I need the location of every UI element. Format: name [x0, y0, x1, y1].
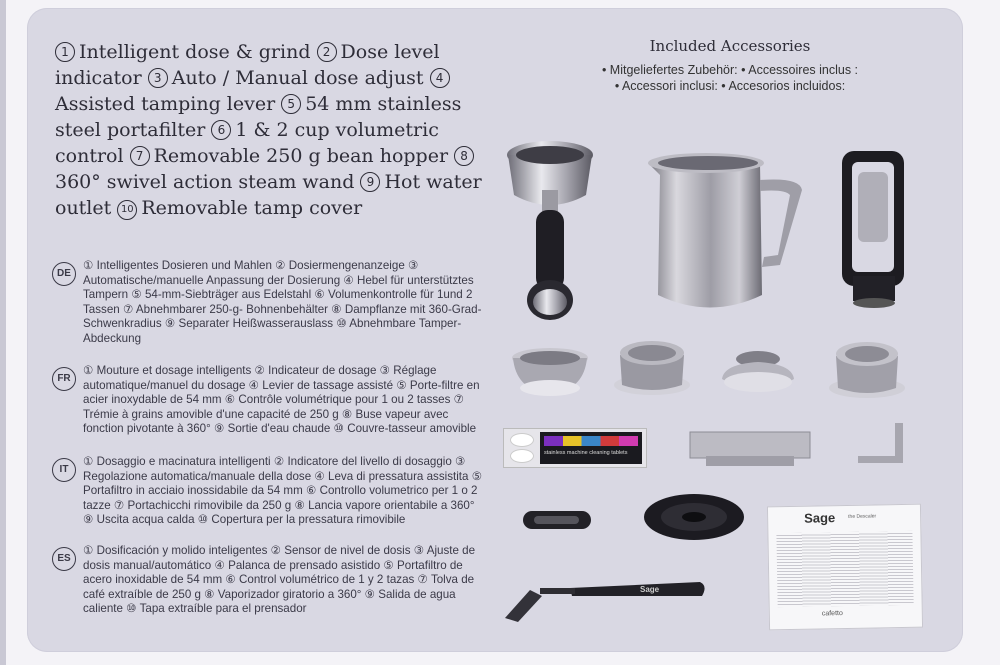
filter-basket-1-image [508, 340, 593, 400]
feature-item [130, 145, 454, 167]
feature-number: 9 [360, 172, 380, 192]
features-list [55, 39, 495, 221]
steel-plate-image [688, 430, 813, 470]
lang-text-fr: ① Mouture et dosage intelligents ② Indicateur de dosage ③ Réglage automatique/manuel du dosage ④ Levier de tassage assisté ⑤ Porte-filtre en acier inoxydable de 54 mm ⑥ Contrôle volumétrique pour 1 ou 2 tasses ⑦ Trémie à grains amovible d'une capacité de 250 g ⑧ Buse vapeur avec fonction pivotante à 360° ⑨ Sortie d'eau chaude ⑩ Couvre-tasseur amovible [83, 364, 480, 436]
tablet-icon [510, 433, 534, 447]
black-clip-image [520, 505, 595, 535]
feature-text: Hot water outlet [55, 171, 482, 219]
brush-brand-text: Sage [640, 585, 660, 594]
accessories-title: Included Accessories [649, 37, 811, 55]
feature-number: 6 [211, 120, 231, 140]
descaler-packet [767, 504, 923, 631]
cleaning-brush-image [500, 570, 710, 625]
feature-text: Auto / Manual dose adjust [171, 67, 430, 89]
feature-number: 7 [130, 146, 150, 166]
feature-number: 2 [317, 42, 337, 62]
lang-text-de: ① Intelligentes Dosieren und Mahlen ② Dosiermengenanzeige ③ Automatische/manuelle Anpassung der Dosierung ④ Hebel für unterstütztes Tampern ⑤ 54-mm-Siebträger aus Edelstahl ⑥ Volumenkontrolle für 1und 2 Tassen ⑦ Abnehmbarer 250-g- Bohnenbehälter ⑧ Dampflanze mit 360-Grad-Schwenkradius ⑨ Separater Heißwasserauslass ⑩ Abnehmbare Tamper-Abdeckung [83, 259, 482, 345]
feature-text: 360° swivel action steam wand [55, 171, 361, 193]
lang-badge-fr: FR [52, 367, 76, 391]
tamper-cover-image [835, 148, 910, 313]
accessories-subtitle-line2: • Accessori inclusi: • Accesorios incluidos: [614, 79, 846, 93]
lang-badge-de: DE [52, 262, 76, 286]
tablet-label-panel [540, 432, 642, 464]
allen-key-image [855, 420, 910, 465]
lang-text-it: ① Dosaggio e macinatura intelligenti ② Indicatore del livello di dosaggio ③ Regolazione automatica/manuale della dose ④ Leva di pressatura assistita ⑤ Portafiltro in acciaio inossidabile da 54 mm ⑥ Controllo volumetrico per 1 o 2 tazze ⑦ Portachicchi rimovibile da 250 g ⑧ Lancia vapore orientabile a 360° ⑨ Uscita acqua calda ⑩ Copertura per la pressatura rimovibile [83, 455, 483, 527]
cleaning-tablets-pack [503, 428, 647, 468]
accessories-subtitle [560, 62, 900, 94]
tablet-icon [510, 449, 534, 463]
feature-text: Intelligent dose & grind [79, 41, 317, 63]
portafilter-image [500, 130, 600, 330]
feature-number: 10 [117, 200, 137, 220]
feature-number: 4 [430, 68, 450, 88]
disc-tool-image [640, 490, 748, 545]
descaler-brand: Sage [804, 510, 836, 526]
feature-item [55, 41, 317, 63]
feature-text: Removable tamp cover [141, 197, 363, 219]
feature-text: Removable 250 g bean hopper [153, 145, 455, 167]
filter-basket-2-image [612, 335, 692, 397]
feature-number: 1 [55, 42, 75, 62]
descaler-instructions [776, 531, 913, 607]
feature-item [148, 67, 430, 89]
tablet-label-text: stainless machine cleaning tablets [544, 450, 628, 456]
lang-text-es: ① Dosificación y molido inteligentes ② Sensor de nivel de dosis ③ Ajuste de dosis manual/automático ④ Palanca de prensado asistido ⑤ Portafiltro de acero inoxidable de 54 mm ⑥ Control volumétrico de 1 y 2 tazas ⑦ Tolva de café extraíble de 250 g ⑧ Vaporizador giratorio a 360° ⑨ Salida de agua caliente ⑩ Tapa extraíble para el prensador [83, 544, 476, 616]
lang-badge-es: ES [52, 547, 76, 571]
page-edge [0, 0, 6, 665]
descaler-label: the Descaler [848, 513, 877, 520]
feature-item [117, 197, 362, 219]
feature-number: 5 [281, 94, 301, 114]
feature-number: 8 [454, 146, 474, 166]
filter-basket-4-image [826, 336, 908, 401]
milk-jug-image [640, 145, 810, 315]
feature-text: Assisted tamping lever [55, 93, 282, 115]
feature-number: 3 [148, 68, 168, 88]
accessories-subtitle-line1: • Mitgeliefertes Zubehör: • Accessoires inclus : [601, 63, 859, 77]
feature-text: 54 mm stainless steel portafilter [55, 93, 462, 141]
cafetto-logo: cafetto [821, 610, 843, 618]
feature-text: 1 & 2 cup volumetric control [55, 119, 439, 167]
filter-basket-3-image [718, 344, 798, 399]
lang-badge-it: IT [52, 458, 76, 482]
feature-text: Dose level indicator [55, 41, 440, 89]
